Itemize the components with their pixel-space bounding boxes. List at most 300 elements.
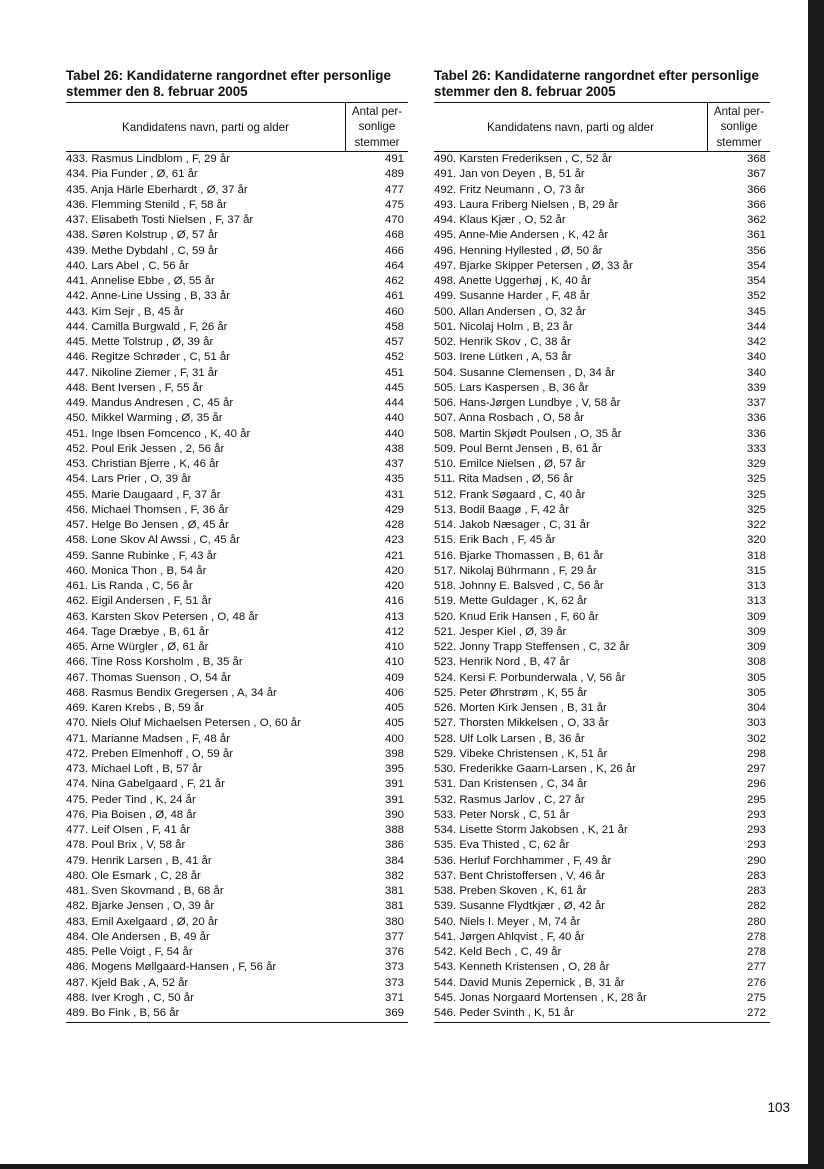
candidate-name: 503. Irene Lütken , A, 53 år [434,351,572,364]
candidate-name: 446. Regitze Schrøder , C, 51 år [66,351,230,364]
candidate-votes: 416 [384,595,404,608]
candidate-name: 458. Lone Skov Al Awssi , C, 45 år [66,534,240,547]
candidate-votes: 380 [384,915,404,928]
table-row [434,930,770,945]
header-votes-line: sonlige [358,120,396,134]
candidate-votes: 421 [384,549,404,562]
table-row [66,854,408,869]
candidate-name: 521. Jesper Kiel , Ø, 39 år [434,625,567,638]
candidate-name: 467. Thomas Suenson , O, 54 år [66,671,232,684]
candidate-name: 450. Mikkel Warming , Ø, 35 år [66,412,223,425]
table-row [66,899,408,914]
table-row [434,533,770,548]
table-row [434,335,770,350]
table-row [434,808,770,823]
candidate-votes: 382 [384,869,404,882]
table-row [66,945,408,960]
candidate-name: 475. Peder Tind , K, 24 år [66,793,196,806]
table-row [434,884,770,899]
table-row [66,594,408,609]
candidate-name: 471. Marianne Madsen , F, 48 år [66,732,230,745]
candidate-votes: 340 [746,351,766,364]
table-row [434,411,770,426]
candidate-name: 440. Lars Abel , C, 56 år [66,259,189,272]
table-row [66,808,408,823]
candidate-name: 436. Flemming Stenild , F, 58 år [66,198,227,211]
candidate-name: 481. Sven Skovmand , B, 68 år [66,885,224,897]
candidate-votes: 461 [384,290,404,303]
candidate-votes: 423 [384,534,404,547]
table-row [66,411,408,426]
candidate-votes: 295 [746,793,766,806]
table-row [66,747,408,762]
candidate-name: 454. Lars Prier , O, 39 år [66,473,192,486]
candidate-name: 540. Niels I. Meyer , M, 74 år [434,915,581,928]
table-row [434,549,770,564]
candidate-votes: 400 [384,732,404,745]
candidate-name: 531. Dan Kristensen , C, 34 år [434,778,588,791]
table-row [434,777,770,792]
candidate-votes: 333 [746,442,766,455]
scan-edge-right [808,0,824,1169]
candidate-name: 505. Lars Kaspersen , B, 36 år [434,381,589,394]
candidate-name: 465. Arne Würgler , Ø, 61 år [66,641,209,653]
table-row [434,701,770,716]
table-row [66,960,408,975]
table-row [434,747,770,762]
candidate-votes: 429 [384,503,404,516]
candidate-votes: 342 [746,336,766,348]
candidate-name: 483. Emil Axelgaard , Ø, 20 år [66,915,218,928]
candidate-name: 501. Nicolaj Holm , B, 23 år [434,320,573,333]
table-row [66,579,408,594]
candidate-votes: 420 [384,564,404,577]
candidate-name: 535. Eva Thisted , C, 62 år [434,839,570,852]
candidate-votes: 315 [746,564,766,577]
candidate-name: 541. Jørgen Ahlqvist , F, 40 år [434,930,585,943]
candidate-name: 537. Bent Christoffersen , V, 46 år [434,869,605,882]
header-name: Kandidatens navn, parti og alder [122,120,289,134]
candidate-votes: 345 [746,305,766,318]
table-row [434,213,770,228]
table-row [434,488,770,503]
candidate-votes: 413 [384,610,404,623]
table-row [434,350,770,365]
table-row [66,366,408,381]
candidate-votes: 293 [746,824,766,836]
candidate-votes: 354 [746,259,766,272]
candidate-votes: 290 [746,854,766,867]
candidate-name: 494. Klaus Kjær , O, 52 år [434,214,566,226]
candidate-votes: 344 [746,320,766,333]
table-row [434,899,770,914]
table-row [66,564,408,579]
table-row [66,655,408,670]
candidate-name: 542. Keld Bech , C, 49 år [434,946,562,958]
candidate-votes: 406 [384,686,404,699]
table-right [434,68,770,1023]
candidate-votes: 356 [746,244,766,257]
table-row [66,732,408,747]
table-row [66,518,408,533]
table-row [66,884,408,899]
table-row [434,427,770,442]
candidate-name: 439. Methe Dybdahl , C, 59 år [66,244,218,257]
candidate-votes: 466 [384,244,404,257]
table-row [434,793,770,808]
candidate-votes: 373 [384,976,404,989]
candidate-name: 486. Mogens Møllgaard-Hansen , F, 56 år [66,961,277,974]
table-row [434,457,770,472]
table-row [434,594,770,609]
table-row [434,655,770,670]
candidate-name: 437. Elisabeth Tosti Nielsen , F, 37 år [66,214,254,226]
table-row [434,228,770,243]
table-row [434,564,770,579]
table-row [434,183,770,198]
candidate-votes: 460 [384,305,404,318]
candidate-name: 502. Henrik Skov , C, 38 år [434,336,571,348]
table-row [66,838,408,853]
table-title: Tabel 26: Kandidaterne rangordnet efter personlige stemmer den 8. februar 2005 [66,68,391,99]
table-row [434,167,770,182]
candidate-votes: 376 [384,946,404,958]
candidate-name: 508. Martin Skjødt Poulsen , O, 35 år [434,427,622,440]
candidate-votes: 297 [746,763,766,775]
candidate-votes: 352 [746,290,766,303]
candidate-votes: 278 [746,930,766,943]
header-votes [707,103,770,151]
candidate-name: 492. Fritz Neumann , O, 73 år [434,183,585,196]
candidate-votes: 362 [746,214,766,226]
candidate-name: 476. Pia Boisen , Ø, 48 år [66,808,197,821]
candidate-name: 443. Kim Sejr , B, 45 år [66,305,184,318]
candidate-name: 477. Leif Olsen , F, 41 år [66,824,191,836]
table-row [66,320,408,335]
candidate-name: 466. Tine Ross Korsholm , B, 35 år [66,656,243,669]
table-row [66,259,408,274]
candidate-votes: 320 [746,534,766,547]
header-votes [345,103,408,151]
candidate-name: 472. Preben Elmenhoff , O, 59 år [66,747,233,760]
candidate-name: 445. Mette Tolstrup , Ø, 39 år [66,336,214,348]
candidate-votes: 384 [384,854,404,867]
table-row [434,610,770,625]
candidate-name: 545. Jonas Norgaard Mortensen , K, 28 år [434,991,647,1004]
candidate-name: 451. Inge Ibsen Fomcenco , K, 40 år [66,427,251,440]
table-row [66,1006,408,1021]
candidate-name: 497. Bjarke Skipper Petersen , Ø, 33 år [434,259,633,272]
table-row [66,869,408,884]
candidate-votes: 405 [384,717,404,730]
candidate-votes: 464 [384,259,404,272]
candidate-name: 485. Pelle Voigt , F, 54 år [66,946,193,958]
candidate-votes: 410 [384,656,404,669]
table-row [434,854,770,869]
candidate-name: 530. Frederikke Gaarn-Larsen , K, 26 år [434,763,636,775]
candidate-votes: 451 [384,366,404,379]
table-body [434,152,770,1023]
candidate-name: 487. Kjeld Bak , A, 52 år [66,976,189,989]
candidate-votes: 280 [746,915,766,928]
candidate-name: 479. Henrik Larsen , B, 41 år [66,854,212,867]
candidate-votes: 272 [746,1007,766,1019]
candidate-name: 504. Susanne Clemensen , D, 34 år [434,366,616,379]
candidate-name: 474. Nina Gabelgaard , F, 21 år [66,778,225,791]
table-row [66,777,408,792]
candidate-name: 507. Anna Rosbach , O, 58 år [434,412,585,425]
table-row [66,625,408,640]
candidate-votes: 367 [746,168,766,181]
candidate-votes: 366 [746,198,766,211]
candidate-name: 506. Hans-Jørgen Lundbye , V, 58 år [434,397,621,409]
candidate-name: 520. Knud Erik Hansen , F, 60 år [434,610,599,623]
candidate-votes: 318 [746,549,766,562]
table-row [66,915,408,930]
table-row [434,305,770,320]
table-row [66,472,408,487]
candidate-votes: 391 [384,778,404,791]
candidate-votes: 275 [746,991,766,1004]
candidate-votes: 477 [384,183,404,196]
candidate-votes: 412 [384,625,404,638]
table-title: Tabel 26: Kandidaterne rangordnet efter personlige stemmer den 8. februar 2005 [434,68,759,99]
candidate-name: 484. Ole Andersen , B, 49 år [66,930,210,943]
candidate-votes: 325 [746,473,766,486]
table-row [66,335,408,350]
candidate-name: 478. Poul Brix , V, 58 år [66,839,186,852]
table-row [66,701,408,716]
header-votes-line: stemmer [716,135,762,149]
candidate-name: 463. Karsten Skov Petersen , O, 48 år [66,610,259,623]
candidate-votes: 475 [384,198,404,211]
candidate-votes: 445 [384,381,404,394]
candidate-votes: 361 [746,229,766,242]
candidate-votes: 329 [746,458,766,470]
table-row [434,259,770,274]
candidate-name: 459. Sanne Rubinke , F, 43 år [66,549,217,562]
candidate-votes: 468 [384,229,404,242]
candidate-votes: 428 [384,519,404,531]
candidate-votes: 409 [384,671,404,684]
candidate-votes: 438 [384,442,404,455]
candidate-votes: 313 [746,580,766,592]
table-row [66,610,408,625]
candidate-name: 482. Bjarke Jensen , O, 39 år [66,900,215,913]
candidate-name: 528. Ulf Lolk Larsen , B, 36 år [434,732,585,745]
candidate-votes: 410 [384,641,404,653]
candidate-votes: 405 [384,702,404,714]
candidate-name: 536. Herluf Forchhammer , F, 49 år [434,854,612,867]
header-name: Kandidatens navn, parti og alder [487,120,654,134]
candidate-votes: 305 [746,671,766,684]
candidate-votes: 278 [746,946,766,958]
candidate-name: 514. Jakob Næsager , C, 31 år [434,519,590,531]
candidate-votes: 373 [384,961,404,974]
candidate-name: 532. Rasmus Jarlov , C, 27 år [434,793,585,806]
table-row [434,442,770,457]
candidate-votes: 489 [384,168,404,181]
candidate-votes: 296 [746,778,766,791]
candidate-name: 511. Rita Madsen , Ø, 56 år [434,473,574,486]
candidate-name: 509. Poul Bernt Jensen , B, 61 år [434,442,602,455]
candidate-name: 489. Bo Fink , B, 56 år [66,1007,180,1019]
candidate-name: 462. Eigil Andersen , F, 51 år [66,595,212,608]
header-votes-line: Antal per- [713,105,765,118]
candidate-votes: 308 [746,656,766,669]
candidate-votes: 322 [746,519,766,531]
candidate-votes: 293 [746,839,766,852]
candidate-name: 524. Kersi F. Porbunderwala , V, 56 år [434,671,626,684]
candidate-votes: 305 [746,686,766,699]
table-row [434,625,770,640]
table-row [434,960,770,975]
scan-edge-bottom [0,1164,824,1169]
candidate-name: 499. Susanne Harder , F, 48 år [434,290,590,303]
candidate-name: 470. Niels Oluf Michaelsen Petersen , O, 60 år [66,717,301,730]
candidate-votes: 283 [746,869,766,882]
candidate-votes: 302 [746,732,766,745]
table-row [66,198,408,213]
table-row [66,930,408,945]
table-row [66,686,408,701]
candidate-votes: 377 [384,930,404,943]
candidate-votes: 339 [746,381,766,394]
candidate-name: 510. Emilce Nielsen , Ø, 57 år [434,458,586,470]
table-row [434,198,770,213]
candidate-name: 522. Jonny Trapp Steffensen , C, 32 år [434,641,630,653]
candidate-votes: 369 [384,1007,404,1019]
candidate-name: 438. Søren Kolstrup , Ø, 57 år [66,229,218,242]
page-number: 103 [767,1100,790,1115]
candidate-votes: 444 [384,397,404,409]
candidate-votes: 366 [746,183,766,196]
table-row [434,991,770,1006]
candidate-name: 525. Peter Øhrstrøm , K, 55 år [434,686,588,699]
candidate-name: 515. Erik Bach , F, 45 år [434,534,556,547]
table-row [434,1006,770,1021]
header-votes-line: sonlige [720,120,758,134]
candidate-name: 546. Peder Svinth , K, 51 år [434,1007,574,1019]
table-row [434,640,770,655]
candidate-name: 493. Laura Friberg Nielsen , B, 29 år [434,198,619,211]
candidate-votes: 298 [746,747,766,760]
table-row [434,869,770,884]
candidate-name: 544. David Munis Zepernick , B, 31 år [434,976,625,989]
candidate-name: 433. Rasmus Lindblom , F, 29 år [66,153,230,165]
candidate-name: 455. Marie Daugaard , F, 37 år [66,488,221,501]
candidate-votes: 458 [384,320,404,333]
table-row [434,381,770,396]
candidate-votes: 354 [746,275,766,287]
table-left [66,68,408,1023]
table-row [66,274,408,289]
candidate-votes: 325 [746,488,766,501]
candidate-name: 449. Mandus Andresen , C, 45 år [66,397,234,409]
candidate-name: 456. Michael Thomsen , F, 36 år [66,503,229,516]
table-row [66,671,408,686]
candidate-votes: 340 [746,366,766,379]
table-row [434,716,770,731]
table-row [434,686,770,701]
table-row [434,274,770,289]
candidate-votes: 381 [384,900,404,913]
candidate-votes: 276 [746,976,766,989]
candidate-name: 534. Lisette Storm Jakobsen , K, 21 år [434,824,628,836]
candidate-name: 491. Jan von Deyen , B, 51 år [434,168,585,181]
candidate-name: 460. Monica Thon , B, 54 år [66,564,207,577]
candidate-votes: 440 [384,412,404,425]
table-row [434,915,770,930]
table-row [66,716,408,731]
candidate-votes: 309 [746,625,766,638]
candidate-name: 480. Ole Esmark , C, 28 år [66,869,201,882]
candidate-name: 496. Henning Hyllested , Ø, 50 år [434,244,603,257]
candidate-name: 441. Annelise Ebbe , Ø, 55 år [66,275,215,287]
candidate-name: 468. Rasmus Bendix Gregersen , A, 34 år [66,686,277,699]
table-row [434,762,770,777]
table-body [66,152,408,1023]
candidate-votes: 309 [746,610,766,623]
table-row [66,762,408,777]
candidate-name: 513. Bodil Baagø , F, 42 år [434,503,569,516]
table-row [66,793,408,808]
table-row [434,244,770,259]
candidate-votes: 368 [746,153,766,165]
candidate-name: 517. Nikolaj Bührmann , F, 29 år [434,564,597,577]
candidate-name: 453. Christian Bjerre , K, 46 år [66,458,220,470]
table-row [66,823,408,838]
table-row [66,427,408,442]
candidate-name: 495. Anne-Mie Andersen , K, 42 år [434,229,609,242]
table-row [434,518,770,533]
candidate-votes: 388 [384,824,404,836]
candidate-name: 442. Anne-Line Ussing , B, 33 år [66,290,231,303]
candidate-name: 498. Anette Uggerhøj , K, 40 år [434,275,592,287]
table-row [66,442,408,457]
candidate-votes: 283 [746,885,766,897]
table-row [66,549,408,564]
candidate-votes: 462 [384,275,404,287]
candidate-name: 518. Johnny E. Balsved , C, 56 år [434,580,604,592]
candidate-votes: 304 [746,702,766,714]
candidate-votes: 336 [746,427,766,440]
candidate-votes: 390 [384,808,404,821]
table-row [434,976,770,991]
table-row [66,503,408,518]
candidate-votes: 440 [384,427,404,440]
table-row [66,381,408,396]
candidate-votes: 435 [384,473,404,486]
table-header [434,102,770,152]
candidate-name: 490. Karsten Frederiksen , C, 52 år [434,153,612,165]
table-row [66,167,408,182]
table-row [434,152,770,167]
candidate-votes: 437 [384,458,404,470]
candidate-name: 434. Pia Funder , Ø, 61 år [66,168,198,181]
candidate-votes: 371 [384,991,404,1004]
table-row [66,244,408,259]
candidate-votes: 313 [746,595,766,608]
candidate-name: 529. Vibeke Christensen , K, 51 år [434,747,608,760]
table-row [434,289,770,304]
candidate-name: 523. Henrik Nord , B, 47 år [434,656,570,669]
table-row [434,396,770,411]
candidate-votes: 452 [384,351,404,364]
candidate-name: 444. Camilla Burgwald , F, 26 år [66,320,228,333]
candidate-votes: 457 [384,336,404,348]
candidate-name: 448. Bent Iversen , F, 55 år [66,381,203,394]
